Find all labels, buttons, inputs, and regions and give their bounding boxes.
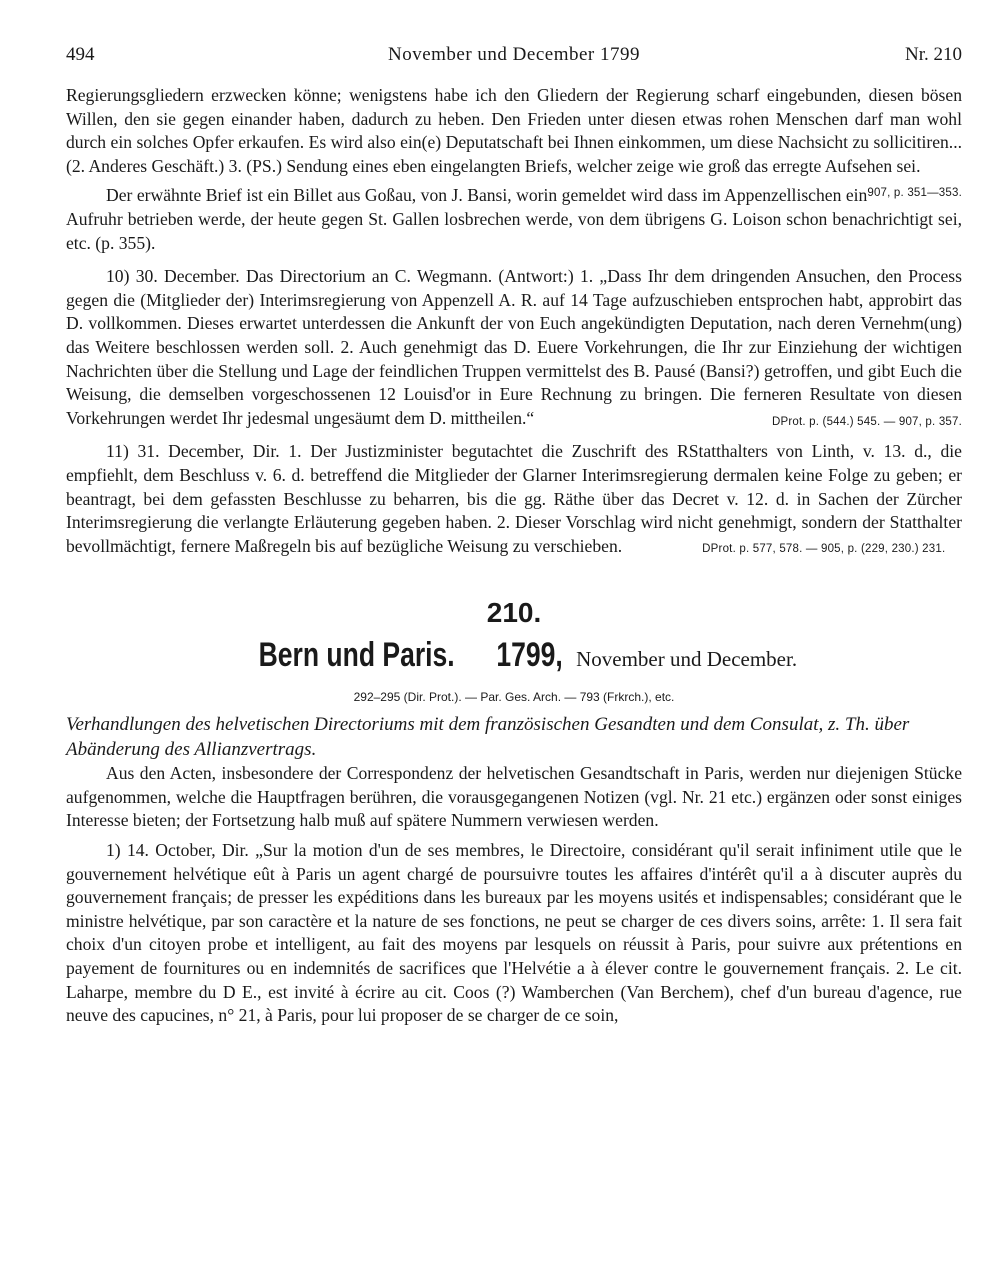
page-number: 494 xyxy=(66,44,95,65)
paragraph: Aus den Acten, insbesondere der Correspondenz der helvetischen Gesandtschaft in Paris, werden nur diejenigen Stücke aufgenommen, welche die Hauptfragen berühren, die vorausgegangenen Notizen (vgl. Nr. 21 etc.) ergänzen oder sonst einiges Interesse bieten; der Fortsetzung halb muß auf spätere Nummern verwiesen werden. xyxy=(66,763,962,831)
page-body xyxy=(66,84,962,1028)
section-subject: Verhandlungen des helvetischen Directoriums mit dem französischen Gesandten und dem Consulat, z. Th. über Abänderung des Allianzvertrags. xyxy=(66,714,910,761)
section-sources: 292–295 (Dir. Prot.). — Par. Ges. Arch. — 793 (Frkrch.), etc. xyxy=(353,690,675,705)
source-reference: DProt. p. 577, 578. — 905, p. (229, 230.) 231. xyxy=(702,542,946,555)
title-place: Bern und Paris. xyxy=(258,636,455,675)
title-year: 1799, xyxy=(495,636,563,675)
title-months: November und December. xyxy=(576,647,798,672)
paragraph xyxy=(66,440,962,561)
paragraph-text: 11) 31. December, Dir. 1. Der Justizminister begutachtet die Zuschrift des RStatthalters von Linth, v. 13. d., die empfiehlt, dem Beschluss v. 6. d. betreffend die Mitglieder der Glarner Interimsregierung dermalen keine Folge zu geben; er beantragt, bei dem gefassten Beschlusse zu beharren, bis die gg. Räthe über das Decret v. 12. d. in Sachen der Zürcher Interimsregierung die verlangte Erläuterung gegeben haben. 2. Dieser Vorschlag wird nicht genehmigt, sondern der Statthalter bevollmächtigt, fernere Maßregeln bis auf bezügliche Weisung zu verschieben. xyxy=(66,441,962,556)
document-number: Nr. 210 xyxy=(905,44,962,65)
section-number: 210. xyxy=(486,597,542,629)
source-reference: DProt. p. (544.) 545. — 907, p. 357. xyxy=(771,415,962,428)
paragraph xyxy=(66,265,962,430)
paragraph-text: Regierungsgliedern erzwecken könne; wenigstens habe ich den Gliedern der Regierung scharf eingebunden, diesen bösen Willen, den sie gegen einander haben, dadurch zu heben. Den Frieden unter diesen etwas rohen Menschen darf man wohl durch ein solches Opfer erkaufen. Es wird also ein(e) Deputatschaft bei Ihnen einkommen, um diese Nachsicht zu sollicitiren... (2. Anderes Geschäft.) 3. (PS.) Sendung eines eben eingelangten Briefs, welcher zeige wie groß das erregte Aufsehen sei. xyxy=(66,85,962,176)
paragraph-text: 10) 30. December. Das Directorium an C. Wegmann. (Antwort:) 1. „Dass Ihr dem dringenden Ansuchen, den Process gegen die (Mitglieder der) Interimsregierung von Appenzell A. R. auf 14 Tage aufzuschieben entsprochen habt, approbirt das D. vollkommen. Dieses erwartet unterdessen die Ankunft der von Euch angekündigten Deputation, nach deren Vernehm(ung) das Weitere beschlossen werden soll. 2. Auch genehmigt das D. Euere Vorkehrungen, die Ihr zur Einziehung der wichtigen Nachrichten über die Stellung und Lage der feindlichen Truppen vermittelst des B. Pausé (Bansi?) getroffen, und gibt Euch die Weisung, die demselben vorgeschossenen 12 Louisd'or in Eure Rechnung zu bringen. Die ferneren Resultate von diesen Vorkehrungen werdet Ihr jedesmal ungesäumt dem D. mittheilen.“ xyxy=(66,266,962,428)
paragraph: Der erwähnte Brief ist ein Billet aus Goßau, von J. Bansi, worin gemeldet wird dass im Appenzellischen ein Aufruhr betrieben werde, der heute gegen St. Gallen losbrechen werde, von dem übrigens G. Loison schon benachrichtigt sei, etc. (p. 355). xyxy=(66,185,962,253)
source-reference: 907, p. 351—353. xyxy=(867,187,962,200)
running-title: November und December 1799 xyxy=(387,44,640,65)
page-header xyxy=(66,44,962,74)
paragraph: 1) 14. October, Dir. „Sur la motion d'un de ses membres, le Directoire, considérant qu'il serait infiniment utile que le gouvernement helvétique eût à Paris un agent chargé de poursuivre toutes les affaires d'intérêt qu'il a à discuter auprès du gouvernement français; de presser les expéditions dans les bureaux par les moyens usités et indispensables; considérant que le ministre helvétique, par son caractère et la nature de ses fonctions, ne peut se charger de ces divers soins, arrête: 1. Il sera fait choix d'un citoyen probe et intelligent, au fait des moyens par lesquels on réussit à Paris, pour suivre aux prétentions en payement de fournitures ou en indemnités de sacrifices que l'Helvétie a à élever contre le gouvernement français. 2. Le cit. Laharpe, membre du D E., est invité à écrire au cit. Coos (?) Wamberchen (Van Berchem), chef d'un bureau d'agence, rue neuve des capucines, n° 21, à Paris, pour lui proposer de se charger de ce soin, xyxy=(66,840,962,1026)
section-title xyxy=(66,633,962,682)
paragraph xyxy=(66,84,962,200)
